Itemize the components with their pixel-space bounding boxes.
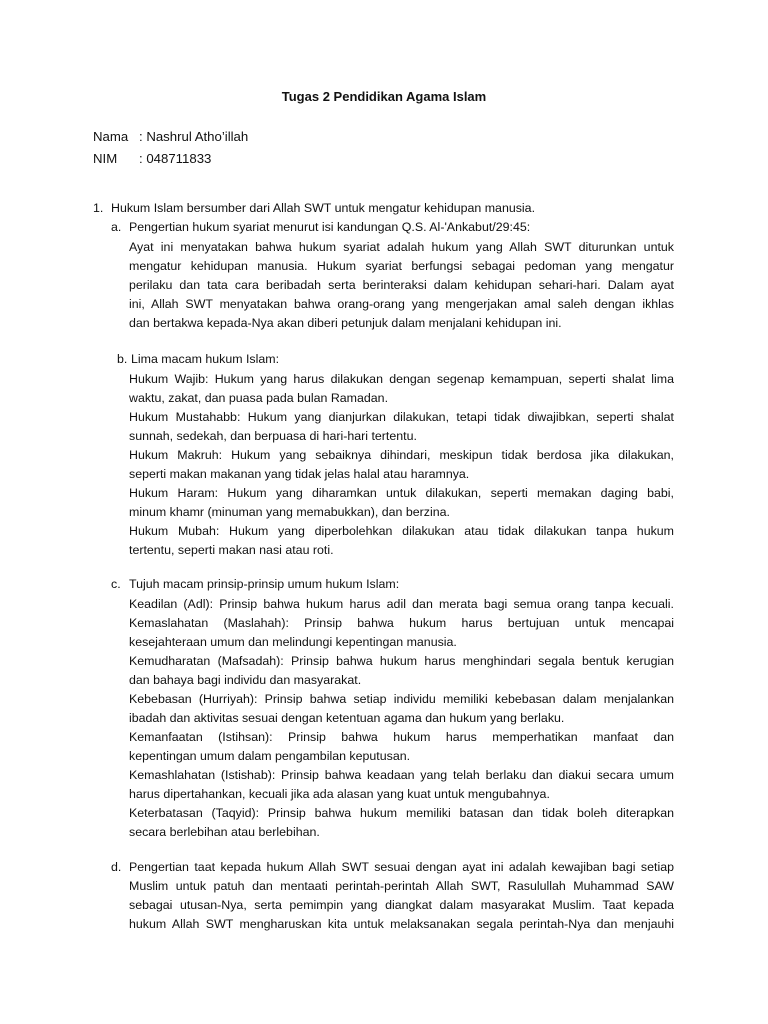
paragraph-line: ini, Allah SWT menyatakan bahwa orang-orang yang mengerjakan amal saleh dengan ikhlas [129,297,674,311]
paragraph-line: Kemaslahatan (Maslahah): Prinsip bahwa hukum harus bertujuan untuk mencapai [129,616,674,630]
paragraph-line: Kemanfaatan (Istihsan): Prinsip bahwa hukum harus memperhatikan manfaat dan [129,730,674,744]
section-c-body [129,595,674,842]
paragraph-line: minum khamr (minuman yang memabukkan), dan berzina. [129,505,450,519]
paragraph-line: Pengertian taat kepada hukum Allah SWT sesuai dengan ayat ini adalah kewajiban bagi setiap [129,860,674,874]
section-d-marker: d. [111,860,122,874]
section-a-body [129,238,674,333]
paragraph-line: mengatur kehidupan manusia. Hukum syariat berfungsi sebagai pedoman yang mengatur [129,259,674,273]
paragraph-line: secara berlebihan atau berlebihan. [129,825,320,839]
section-d-body [129,858,674,934]
paragraph-line: Keterbatasan (Taqyid): Prinsip bahwa hukum memiliki batasan dan tidak boleh diterapkan [129,806,674,820]
section-b-heading: Lima macam hukum Islam: [131,352,280,366]
paragraph-line: Kemashlahatan (Istishab): Prinsip bahwa keadaan yang telah berlaku dan diakui secara umum [129,768,674,782]
paragraph-line: Ayat ini menyatakan bahwa hukum syariat adalah hukum yang Allah SWT diturunkan untuk [129,240,674,254]
section-c-heading: Tujuh macam prinsip-prinsip umum hukum Islam: [129,577,400,591]
paragraph-line: hukum Allah SWT mengharuskan kita untuk melaksanakan segala perintah-Nya dan menjauhi [129,917,674,931]
paragraph-line: Kemudharatan (Mafsadah): Prinsip bahwa hukum harus menghindari segala bentuk kerugian [129,654,674,668]
paragraph-line: sebagai utusan-Nya, serta pemimpin yang diangkat dalam masyarakat Muslim. Taat kepada [129,898,674,912]
section-b-marker: b. [117,352,128,366]
paragraph-line: harus dipertahankan, kecuali jika ada alasan yang kuat untuk mengubahnya. [129,787,550,801]
paragraph-line: seperti makan makanan yang tidak jelas halal atau haramnya. [129,467,470,481]
section-a-heading: Pengertian hukum syariat menurut isi kandungan Q.S. Al-'Ankabut/29:45: [129,220,531,234]
paragraph-line: perilaku dan tata cara beribadah serta berinteraksi dalam kehidupan sehari-hari. Dalam ayat [129,278,674,292]
section-b-body [129,370,674,560]
paragraph-line: Hukum Wajib: Hukum yang harus dilakukan dengan segenap kemampuan, seperti shalat lima [129,372,674,386]
paragraph-line: Hukum Mubah: Hukum yang diperbolehkan dilakukan atau tidak dilakukan tanpa hukum [129,524,674,538]
identity-nim-row [93,151,211,166]
question-heading: Hukum Islam bersumber dari Allah SWT untuk mengatur kehidupan manusia. [111,201,536,215]
paragraph-line: Muslim untuk patuh dan mentaati perintah-perintah Allah SWT, Rasulullah Muhammad SAW [129,879,674,893]
document-title: Tugas 2 Pendidikan Agama Islam [281,89,487,104]
paragraph-line: dan bertakwa kepada-Nya akan diberi petunjuk dalam menjalani kehidupan ini. [129,316,562,330]
nim-label: NIM [93,151,118,166]
name-label: Nama [93,129,129,144]
paragraph-line: Hukum Haram: Hukum yang diharamkan untuk dilakukan, seperti memakan daging babi, [129,486,674,500]
nim-value: : 048711833 [139,151,212,166]
name-value: : Nashrul Atho’illah [139,129,249,144]
paragraph-line: dan bahaya bagi individu dan masyarakat. [129,673,362,687]
paragraph-line: tertentu, seperti makan nasi atau roti. [129,543,334,557]
identity-name-row [93,129,248,144]
paragraph-line: ibadah dan aktivitas sesuai dengan ketentuan agama dan hukum yang berlaku. [129,711,565,725]
section-a-marker: a. [111,220,122,234]
paragraph-line: waktu, zakat, dan puasa pada bulan Ramadan. [129,391,389,405]
paragraph-line: Keadilan (Adl): Prinsip bahwa hukum harus adil dan merata bagi semua orang tanpa kecuali. [129,597,674,611]
question-number: 1. [93,201,104,215]
paragraph-line: kepentingan umum dalam pengambilan keputusan. [129,749,411,763]
paragraph-line: Hukum Makruh: Hukum yang sebaiknya dihindari, meskipun tidak berdosa jika dilakukan, [129,448,674,462]
paragraph-line: sunnah, sedekah, dan berpuasa di hari-hari tertentu. [129,429,417,443]
paragraph-line: Hukum Mustahabb: Hukum yang dianjurkan dilakukan, tetapi tidak diwajibkan, seperti shalat [129,410,674,424]
paragraph-line: Kebebasan (Hurriyah): Prinsip bahwa setiap individu memiliki kebebasan dalam menjalankan [129,692,674,706]
paragraph-line: kesejahteraan umum dan melindungi kepentingan manusia. [129,635,457,649]
section-c-marker: c. [111,577,121,591]
